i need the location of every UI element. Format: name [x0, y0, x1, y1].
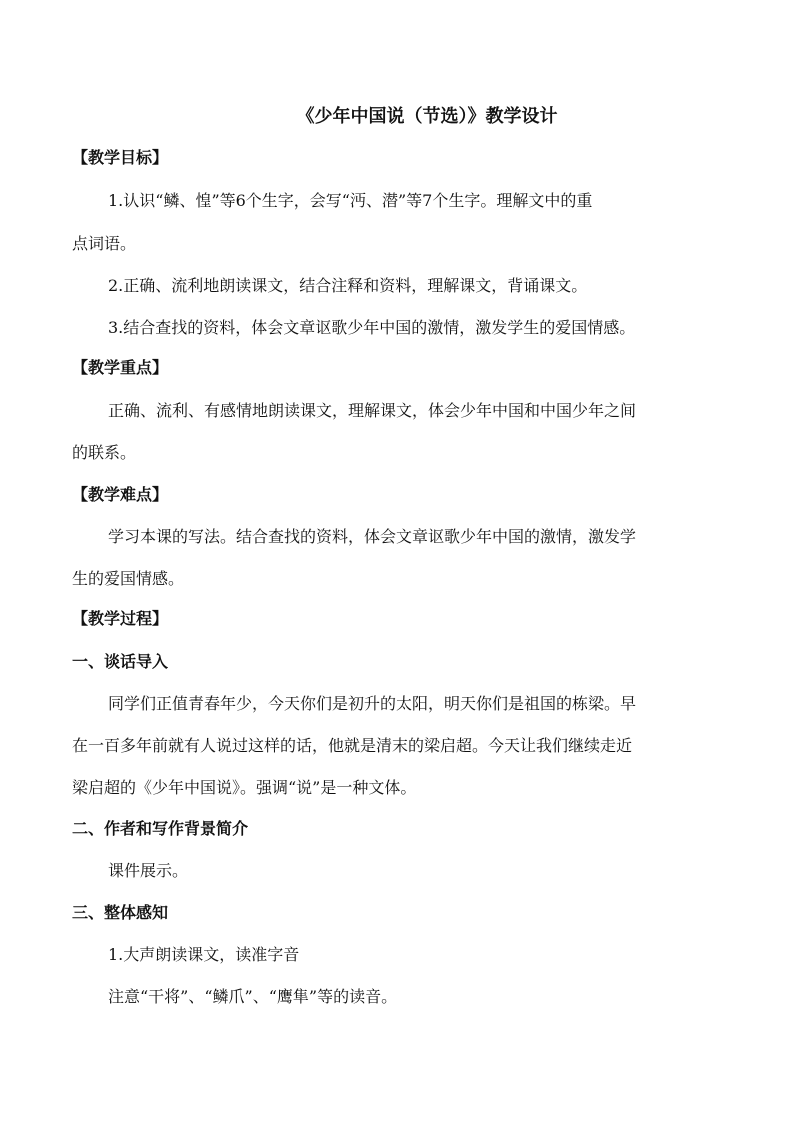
objective-3: 3.结合查找的资料，体会文章讴歌少年中国的激情，激发学生的爱国情感。 [108, 318, 636, 337]
step2-heading: 二、作者和写作背景简介 [72, 819, 249, 838]
step3-item1: 1.大声朗读课文，读准字音 [108, 945, 300, 964]
step1-line2: 在一百多年前就有人说过这样的话，他就是清末的梁启超。今天让我们继续走近 [72, 736, 633, 755]
step1-line3: 梁启超的《少年中国说》。强调“说”是一种文体。 [72, 778, 417, 797]
process-heading: 【教学过程】 [72, 609, 169, 628]
document-title: 《少年中国说（节选）》教学设计 [296, 106, 558, 127]
difficulties-heading: 【教学难点】 [72, 485, 169, 504]
objective-2: 2.正确、流利地朗读课文，结合注释和资料，理解课文，背诵课文。 [108, 276, 588, 295]
step2-line1: 课件展示。 [108, 861, 189, 880]
objectives-heading: 【教学目标】 [72, 148, 169, 167]
step3-item1-note: 注意“干将”、“鳞爪”、“鹰隼”等的读音。 [108, 987, 398, 1006]
difficulties-line1: 学习本课的写法。结合查找的资料，体会文章讴歌少年中国的激情，激发学 [108, 527, 637, 546]
key-points-line2: 的联系。 [72, 443, 137, 462]
key-points-heading: 【教学重点】 [72, 358, 169, 377]
step3-heading: 三、整体感知 [72, 903, 169, 922]
step1-line1: 同学们正值青春年少，今天你们是初升的太阳，明天你们是祖国的栋梁。早 [108, 694, 637, 713]
difficulties-line2: 生的爱国情感。 [72, 569, 185, 588]
step1-heading: 一、谈话导入 [72, 652, 169, 671]
objective-1-line2: 点词语。 [72, 234, 137, 253]
objective-1-line1: 1.认识“鳞、惶”等6个生字，会写“沔、潜”等7个生字。理解文中的重 [108, 191, 593, 210]
key-points-line1: 正确、流利、有感情地朗读课文，理解课文，体会少年中国和中国少年之间 [108, 401, 637, 420]
